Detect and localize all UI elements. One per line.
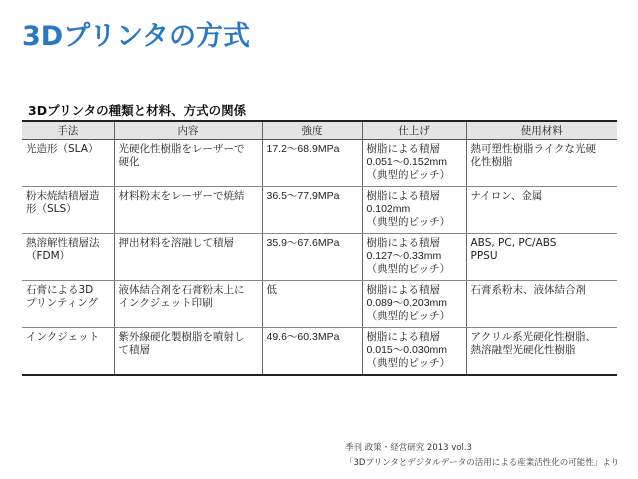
cell-finish (362, 234, 466, 281)
table-row (22, 328, 617, 376)
cell-line: 49.6〜60.3MPa (266, 331, 340, 343)
cell-content (114, 234, 262, 281)
cell-content (114, 140, 262, 187)
cell-strength (262, 328, 362, 376)
cell-finish (362, 328, 466, 376)
cell-line: 0.127〜0.33mm (366, 250, 442, 262)
cell-line: （典型的ピッチ） (366, 310, 451, 322)
header-finish: 仕上げ (362, 121, 466, 140)
citation-journal: 季刊 政策・経営研究 2013 vol.3 (345, 443, 472, 453)
cell-content (114, 281, 262, 328)
cell-material (466, 328, 617, 376)
cell-line: ABS, PC, PC/ABS (470, 237, 557, 249)
cell-method (22, 281, 114, 328)
cell-line: 押出材料を溶融して積層 (118, 237, 234, 249)
cell-line: 樹脂による積層 (366, 284, 440, 296)
table-row (22, 281, 617, 328)
cell-line: 0.089〜0.203mm (366, 297, 448, 309)
cell-finish (362, 187, 466, 234)
cell-line: 0.102mm (366, 203, 411, 215)
cell-line: 光硬化性樹脂をレーザーで (118, 143, 245, 155)
table-body (22, 140, 617, 376)
cell-line: 熱溶解性積層法 (26, 237, 100, 249)
citation-article: 「3Dプリンタとデジタルデータの活用による産業活性化の可能性」より (345, 458, 620, 468)
cell-line: 35.9〜67.6MPa (266, 237, 340, 249)
cell-line: 17.2〜68.9MPa (266, 143, 340, 155)
header-method: 手法 (22, 121, 114, 140)
comparison-table-container (22, 120, 617, 376)
cell-line: 低 (266, 284, 277, 296)
cell-line: 石膏系粉末、液体結合剤 (470, 284, 586, 296)
cell-line: （FDM） (26, 250, 71, 262)
table-caption: 3Dプリンタの種類と材料、方式の関係 (28, 103, 247, 118)
table-row (22, 187, 617, 234)
header-strength: 強度 (262, 121, 362, 140)
cell-line: 石膏による3D (26, 284, 94, 296)
cell-line: 液体結合剤を石膏粉末上に (118, 284, 245, 296)
cell-line: アクリル系光硬化性樹脂、 (470, 331, 597, 343)
cell-line: プリンティング (26, 297, 99, 309)
cell-line: 36.5〜77.9MPa (266, 190, 340, 202)
cell-line: 樹脂による積層 (366, 143, 440, 155)
cell-line: 樹脂による積層 (366, 331, 440, 343)
cell-content (114, 187, 262, 234)
cell-line: て積層 (118, 344, 150, 356)
cell-line: 樹脂による積層 (366, 190, 440, 202)
cell-material (466, 281, 617, 328)
comparison-table (22, 120, 617, 376)
cell-line: 硬化 (118, 156, 140, 168)
cell-line: 0.015〜0.030mm (366, 344, 448, 356)
header-content: 内容 (114, 121, 262, 140)
cell-line: 0.051〜0.152mm (366, 156, 448, 168)
cell-line: （典型的ピッチ） (366, 263, 451, 275)
cell-line: ナイロン、金属 (470, 190, 543, 202)
cell-material (466, 234, 617, 281)
table-header-row (22, 121, 617, 140)
cell-strength (262, 281, 362, 328)
cell-content (114, 328, 262, 376)
cell-line: 材料粉末をレーザーで焼結 (118, 190, 245, 202)
cell-line: 形（SLS） (26, 203, 77, 215)
cell-finish (362, 281, 466, 328)
cell-line: インクジェット印刷 (118, 297, 213, 309)
cell-line: （典型的ピッチ） (366, 216, 451, 228)
cell-finish (362, 140, 466, 187)
cell-line: 紫外線硬化製樹脂を噴射し (118, 331, 245, 343)
table-row (22, 140, 617, 187)
cell-strength (262, 187, 362, 234)
cell-line: （典型的ピッチ） (366, 357, 451, 369)
cell-line: インクジェット (26, 331, 100, 343)
cell-method (22, 328, 114, 376)
cell-line: 光造形（SLA） (26, 143, 99, 155)
cell-material (466, 140, 617, 187)
cell-method (22, 234, 114, 281)
header-material: 使用材料 (466, 121, 617, 140)
cell-line: 化性樹脂 (470, 156, 513, 168)
cell-method (22, 140, 114, 187)
cell-line: 熱可塑性樹脂ライクな光硬 (470, 143, 596, 155)
cell-line: 粉末焼結積層造 (26, 190, 100, 202)
table-row (22, 234, 617, 281)
cell-line: PPSU (470, 250, 498, 262)
slide-title: 3Dプリンタの方式 (22, 21, 251, 52)
cell-line: 樹脂による積層 (366, 237, 440, 249)
cell-line: 熱溶融型光硬化性樹脂 (470, 344, 576, 356)
cell-strength (262, 234, 362, 281)
source-citation (345, 441, 619, 471)
cell-method (22, 187, 114, 234)
cell-material (466, 187, 617, 234)
cell-strength (262, 140, 362, 187)
cell-line: （典型的ピッチ） (366, 169, 451, 181)
